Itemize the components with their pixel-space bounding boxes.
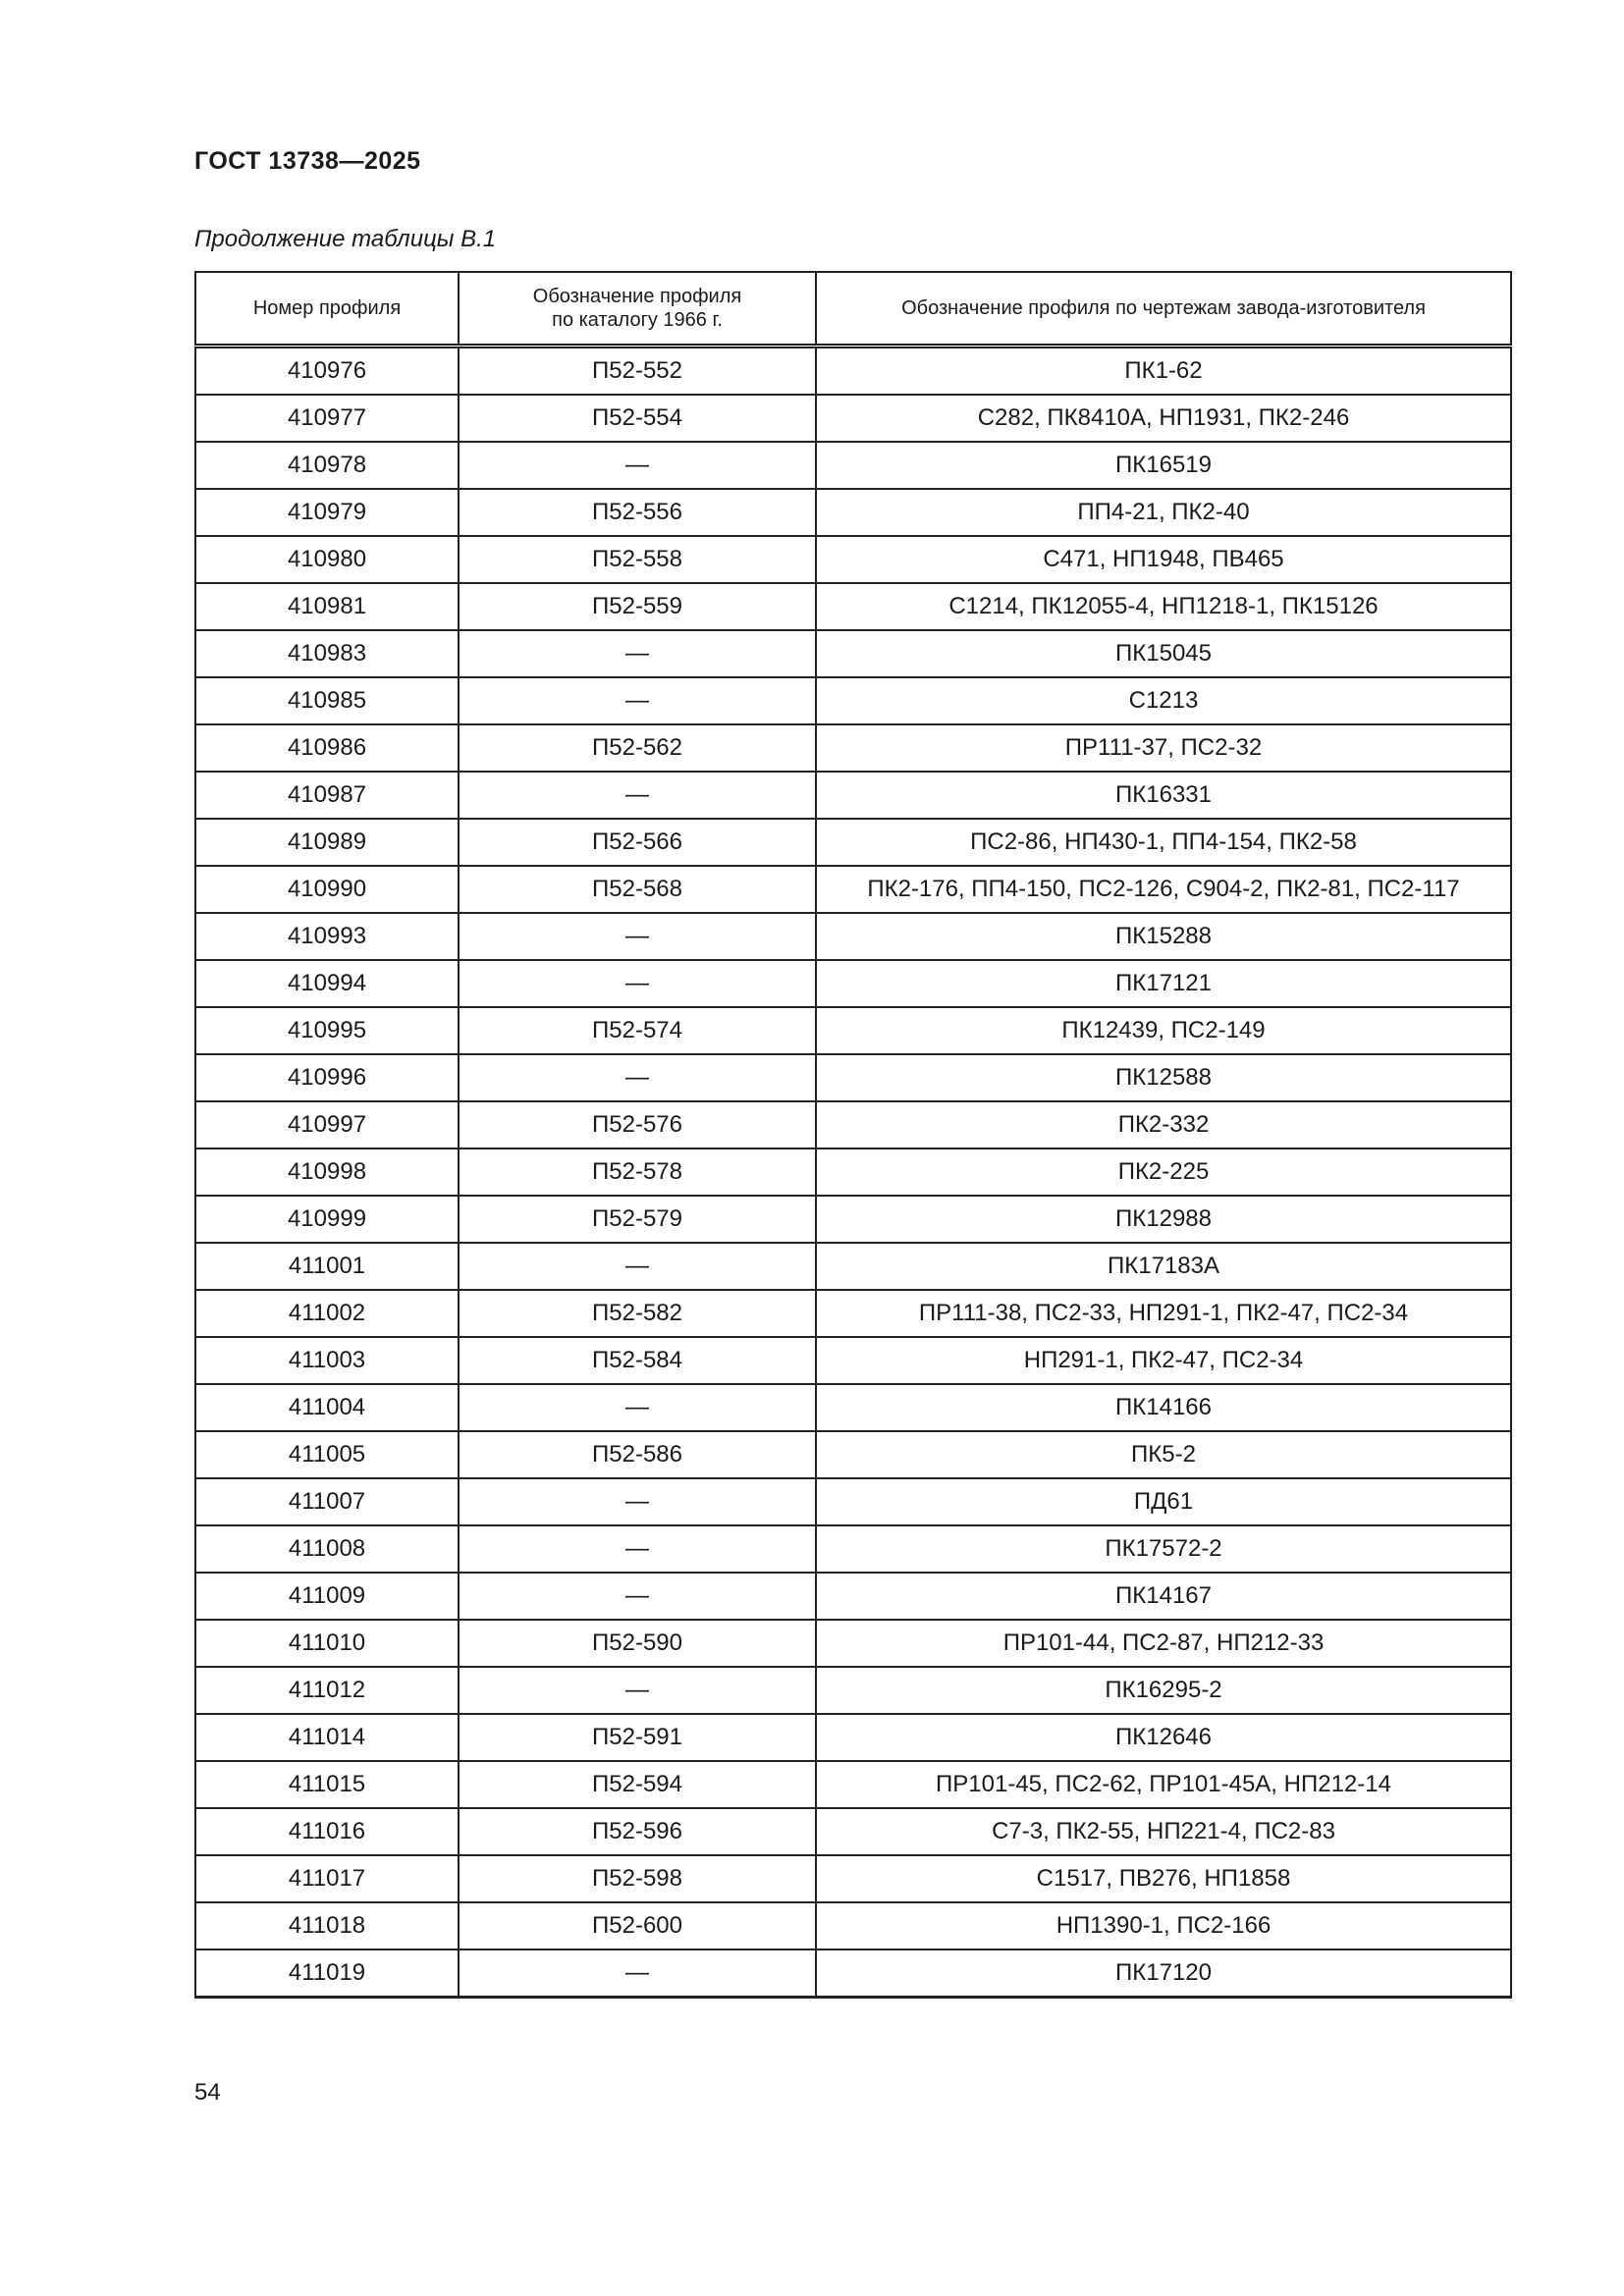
table-row	[195, 1431, 1511, 1478]
cell-factory-designation: НП291-1, ПК2-47, ПС2-34	[816, 1337, 1511, 1384]
cell-factory-designation: ПР101-45, ПС2-62, ПР101-45А, НП212-14	[816, 1761, 1511, 1808]
cell-profile-number: 411005	[195, 1431, 459, 1478]
cell-profile-number: 410995	[195, 1007, 459, 1054]
cell-factory-designation: ПП4-21, ПК2-40	[816, 489, 1511, 536]
page-number: 54	[194, 2079, 221, 2106]
cell-factory-designation: ПК12646	[816, 1714, 1511, 1761]
cell-profile-number: 410998	[195, 1148, 459, 1196]
cell-profile-number: 410978	[195, 442, 459, 489]
table-row	[195, 724, 1511, 772]
cell-profile-number: 410999	[195, 1196, 459, 1243]
cell-factory-designation: С1214, ПК12055-4, НП1218-1, ПК15126	[816, 583, 1511, 630]
cell-factory-designation: ПК2-332	[816, 1101, 1511, 1148]
cell-profile-number: 410979	[195, 489, 459, 536]
cell-profile-number: 411016	[195, 1808, 459, 1855]
cell-catalog-designation: П52-559	[459, 583, 816, 630]
cell-catalog-designation: П52-574	[459, 1007, 816, 1054]
cell-catalog-designation: —	[459, 913, 816, 960]
table-row	[195, 1761, 1511, 1808]
document-id-header: ГОСТ 13738—2025	[194, 147, 421, 175]
cell-factory-designation: С1213	[816, 677, 1511, 724]
cell-factory-designation: ПД61	[816, 1478, 1511, 1525]
cell-catalog-designation: —	[459, 1525, 816, 1573]
table-row	[195, 960, 1511, 1007]
cell-profile-number: 410977	[195, 395, 459, 442]
cell-profile-number: 411002	[195, 1290, 459, 1337]
cell-catalog-designation: П52-566	[459, 819, 816, 866]
cell-catalog-designation: —	[459, 1054, 816, 1101]
cell-catalog-designation: —	[459, 1243, 816, 1290]
cell-profile-number: 411009	[195, 1573, 459, 1620]
table-row	[195, 1714, 1511, 1761]
cell-profile-number: 410996	[195, 1054, 459, 1101]
cell-catalog-designation: П52-579	[459, 1196, 816, 1243]
table-row	[195, 1620, 1511, 1667]
cell-profile-number: 410980	[195, 536, 459, 583]
cell-catalog-designation: —	[459, 1384, 816, 1431]
cell-catalog-designation: —	[459, 1478, 816, 1525]
cell-factory-designation: ПК17572-2	[816, 1525, 1511, 1573]
cell-catalog-designation: П52-562	[459, 724, 816, 772]
cell-profile-number: 411018	[195, 1902, 459, 1949]
column-header-text: Обозначение профиля	[532, 286, 742, 307]
table-row	[195, 442, 1511, 489]
table-row	[195, 1525, 1511, 1573]
cell-profile-number: 411014	[195, 1714, 459, 1761]
cell-factory-designation: ПК15045	[816, 630, 1511, 677]
cell-factory-designation: ПК14167	[816, 1573, 1511, 1620]
cell-factory-designation: ПК12588	[816, 1054, 1511, 1101]
cell-profile-number: 411003	[195, 1337, 459, 1384]
cell-profile-number: 410994	[195, 960, 459, 1007]
table-row	[195, 1855, 1511, 1902]
cell-profile-number: 410987	[195, 772, 459, 819]
cell-catalog-designation: П52-568	[459, 866, 816, 913]
table-row	[195, 1148, 1511, 1196]
table-row	[195, 772, 1511, 819]
cell-profile-number: 410983	[195, 630, 459, 677]
column-header-text: по каталогу 1966 г.	[552, 309, 723, 331]
table-caption: Продолжение таблицы В.1	[194, 226, 497, 252]
table-row	[195, 1949, 1511, 1998]
table-row	[195, 536, 1511, 583]
table-row	[195, 489, 1511, 536]
cell-profile-number: 411017	[195, 1855, 459, 1902]
cell-catalog-designation: —	[459, 677, 816, 724]
cell-profile-number: 411010	[195, 1620, 459, 1667]
profile-table	[194, 271, 1512, 1999]
cell-catalog-designation: П52-600	[459, 1902, 816, 1949]
cell-profile-number: 410981	[195, 583, 459, 630]
cell-profile-number: 410976	[195, 347, 459, 396]
cell-catalog-designation: П52-584	[459, 1337, 816, 1384]
cell-profile-number: 410990	[195, 866, 459, 913]
cell-catalog-designation: П52-582	[459, 1290, 816, 1337]
cell-profile-number: 411012	[195, 1667, 459, 1714]
table-row	[195, 677, 1511, 724]
table-header-row	[195, 272, 1511, 347]
table-row	[195, 1290, 1511, 1337]
cell-catalog-designation: П52-591	[459, 1714, 816, 1761]
cell-factory-designation: ПР101-44, ПС2-87, НП212-33	[816, 1620, 1511, 1667]
cell-factory-designation: ПК16295-2	[816, 1667, 1511, 1714]
table-row	[195, 583, 1511, 630]
cell-factory-designation: ПК1-62	[816, 347, 1511, 396]
cell-profile-number: 411004	[195, 1384, 459, 1431]
cell-factory-designation: ПК12988	[816, 1196, 1511, 1243]
cell-factory-designation: ПК17120	[816, 1949, 1511, 1998]
table-row	[195, 1902, 1511, 1949]
cell-factory-designation: ПС2-86, НП430-1, ПП4-154, ПК2-58	[816, 819, 1511, 866]
cell-factory-designation: ПР111-38, ПС2-33, НП291-1, ПК2-47, ПС2-34	[816, 1290, 1511, 1337]
cell-profile-number: 411008	[195, 1525, 459, 1573]
cell-profile-number: 411019	[195, 1949, 459, 1998]
cell-catalog-designation: —	[459, 630, 816, 677]
cell-factory-designation: ПК5-2	[816, 1431, 1511, 1478]
cell-catalog-designation: П52-594	[459, 1761, 816, 1808]
cell-factory-designation: ПК17121	[816, 960, 1511, 1007]
cell-catalog-designation: П52-554	[459, 395, 816, 442]
table-row	[195, 1667, 1511, 1714]
cell-profile-number: 410985	[195, 677, 459, 724]
column-header-profile-number	[195, 272, 459, 347]
cell-factory-designation: С471, НП1948, ПВ465	[816, 536, 1511, 583]
cell-factory-designation: ПК2-225	[816, 1148, 1511, 1196]
cell-catalog-designation: —	[459, 1573, 816, 1620]
cell-profile-number: 410986	[195, 724, 459, 772]
cell-profile-number: 411015	[195, 1761, 459, 1808]
cell-catalog-designation: П52-556	[459, 489, 816, 536]
cell-catalog-designation: —	[459, 772, 816, 819]
table-row	[195, 913, 1511, 960]
table-row	[195, 395, 1511, 442]
table-row	[195, 1337, 1511, 1384]
cell-factory-designation: НП1390-1, ПС2-166	[816, 1902, 1511, 1949]
table-row	[195, 630, 1511, 677]
table-row	[195, 1196, 1511, 1243]
column-header-text: Номер профиля	[252, 297, 402, 319]
cell-profile-number: 410997	[195, 1101, 459, 1148]
cell-catalog-designation: —	[459, 442, 816, 489]
cell-factory-designation: ПК15288	[816, 913, 1511, 960]
cell-factory-designation: ПК16331	[816, 772, 1511, 819]
cell-catalog-designation: —	[459, 1667, 816, 1714]
cell-factory-designation: ПР111-37, ПС2-32	[816, 724, 1511, 772]
table-row	[195, 1007, 1511, 1054]
cell-profile-number: 410993	[195, 913, 459, 960]
cell-profile-number: 411007	[195, 1478, 459, 1525]
cell-factory-designation: ПК14166	[816, 1384, 1511, 1431]
cell-factory-designation: С282, ПК8410А, НП1931, ПК2-246	[816, 395, 1511, 442]
cell-catalog-designation: П52-552	[459, 347, 816, 396]
table-row	[195, 1808, 1511, 1855]
cell-catalog-designation: П52-596	[459, 1808, 816, 1855]
column-header-factory-designation	[816, 272, 1511, 347]
cell-factory-designation: ПК16519	[816, 442, 1511, 489]
table-row	[195, 1243, 1511, 1290]
cell-profile-number: 410989	[195, 819, 459, 866]
table-body	[195, 347, 1511, 1998]
cell-profile-number: 411001	[195, 1243, 459, 1290]
table-row	[195, 1054, 1511, 1101]
cell-factory-designation: С7-3, ПК2-55, НП221-4, ПС2-83	[816, 1808, 1511, 1855]
table-row	[195, 1384, 1511, 1431]
cell-catalog-designation: П52-558	[459, 536, 816, 583]
cell-catalog-designation: П52-576	[459, 1101, 816, 1148]
cell-catalog-designation: —	[459, 1949, 816, 1998]
table-row	[195, 347, 1511, 396]
table-row	[195, 866, 1511, 913]
cell-catalog-designation: П52-590	[459, 1620, 816, 1667]
cell-factory-designation: ПК17183А	[816, 1243, 1511, 1290]
table-row	[195, 1478, 1511, 1525]
cell-catalog-designation: П52-578	[459, 1148, 816, 1196]
cell-catalog-designation: —	[459, 960, 816, 1007]
column-header-text: Обозначение профиля по чертежам завода-изготовителя	[901, 297, 1426, 319]
table-row	[195, 819, 1511, 866]
cell-factory-designation: ПК2-176, ПП4-150, ПС2-126, С904-2, ПК2-81, ПС2-117	[816, 866, 1511, 913]
cell-catalog-designation: П52-586	[459, 1431, 816, 1478]
column-header-catalog-1966	[459, 272, 816, 347]
cell-factory-designation: С1517, ПВ276, НП1858	[816, 1855, 1511, 1902]
table-row	[195, 1573, 1511, 1620]
table-row	[195, 1101, 1511, 1148]
cell-factory-designation: ПК12439, ПС2-149	[816, 1007, 1511, 1054]
cell-catalog-designation: П52-598	[459, 1855, 816, 1902]
